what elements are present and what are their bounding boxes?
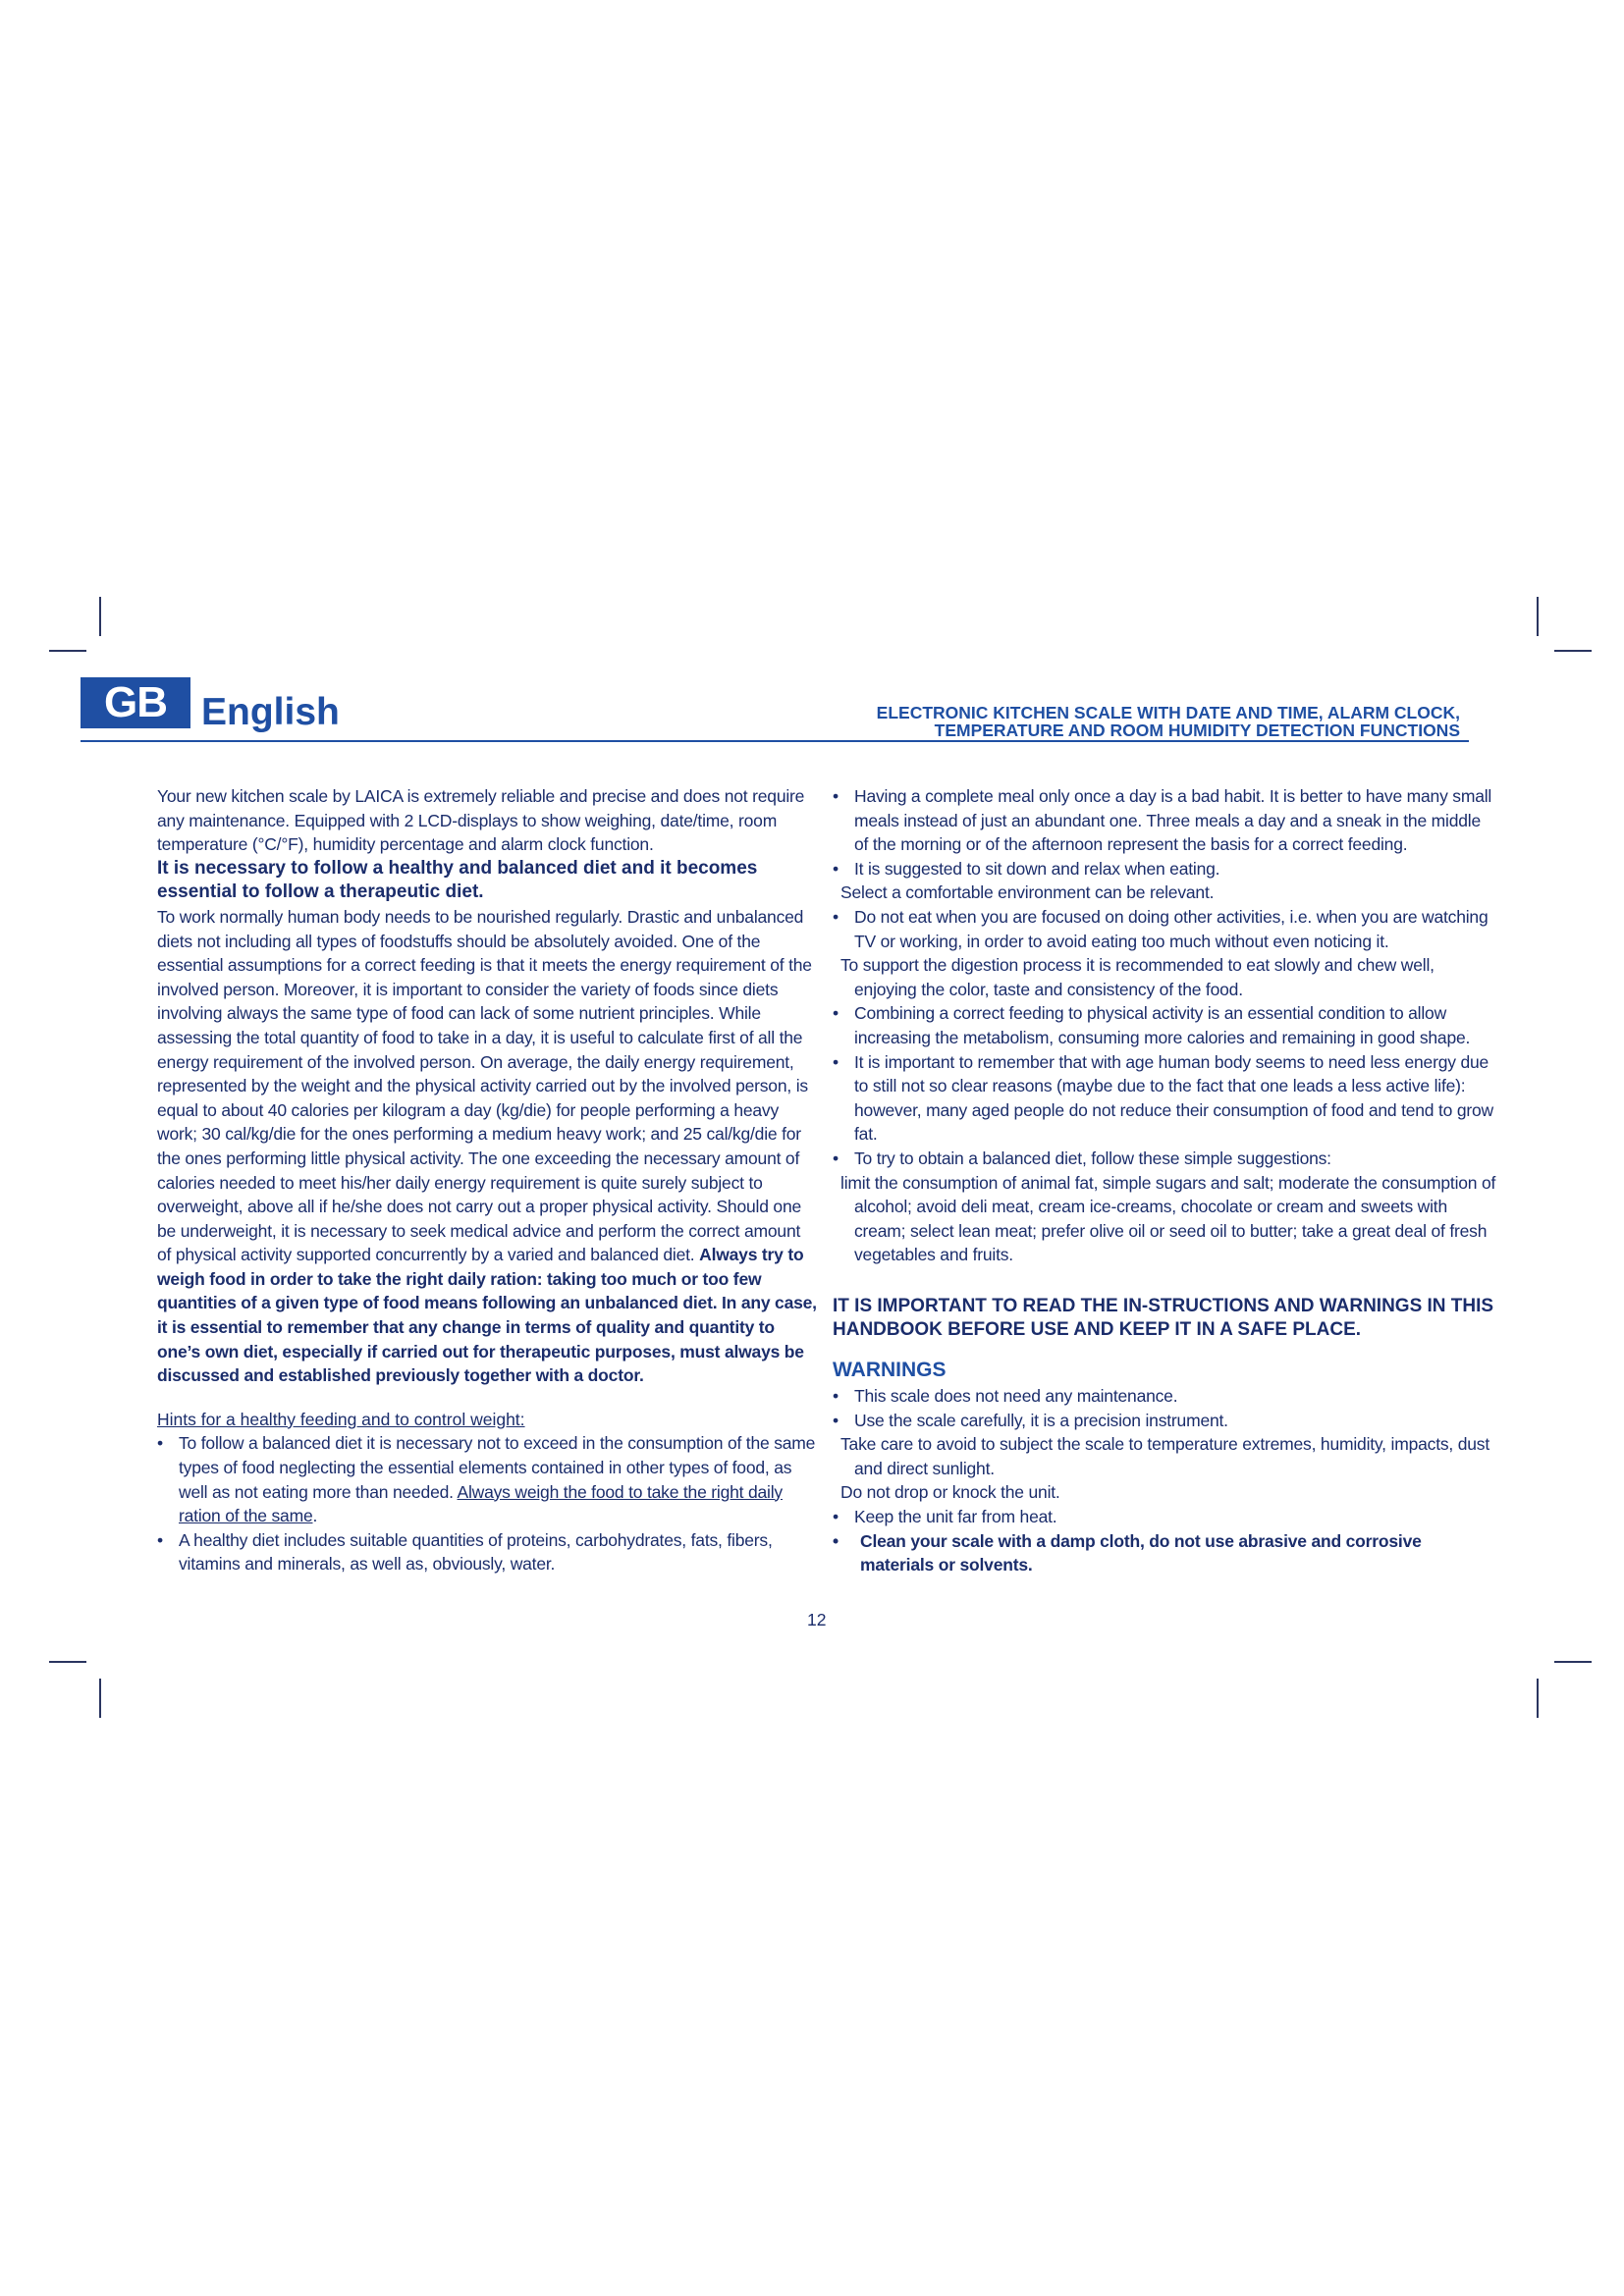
list-item	[833, 1529, 1498, 1577]
bullet-icon: •	[157, 1433, 163, 1454]
tip-text: Having a complete meal only once a day is a bad habit. It is better to have many small meals instead of just an abundant one. Three meals a day and a sneak in the middle of the morning or of the afternoon represent the basis for a correct feeding.	[854, 786, 1492, 855]
crop-mark	[1537, 597, 1539, 636]
crop-mark	[49, 650, 86, 652]
language-badge: GB	[81, 677, 190, 728]
page-number: 12	[807, 1610, 827, 1629]
tip-text: It is important to remember that with age human body seems to need less energy due to still not so clear reasons (maybe due to the fact that one leads a less active life): however, many aged people do not reduce their consumption of food and tend to grow fat.	[854, 1051, 1493, 1145]
bullet-icon: •	[833, 1051, 839, 1072]
list-item	[157, 1431, 817, 1527]
tip-continuation-text: To support the digestion process it is recommended to eat slowly and chew well, enjoying the color, taste and consistency of the food.	[840, 955, 1435, 999]
warnings-heading: WARNINGS	[833, 1359, 947, 1382]
right-column	[833, 784, 1498, 1577]
page-title-line1: ELECTRONIC KITCHEN SCALE WITH DATE AND TIME, ALARM CLOCK,	[876, 703, 1460, 722]
list-item	[833, 784, 1498, 857]
page-title	[733, 704, 1460, 739]
list-item	[833, 1050, 1498, 1147]
crop-mark	[99, 597, 101, 636]
list-item	[833, 1384, 1498, 1409]
hint1-end: .	[312, 1506, 318, 1526]
bullet-icon: •	[833, 786, 839, 806]
body-bold-text: Always try to weigh food in order to take the right daily ration: taking too much or too few quantities of a given type of food means following an unbalanced diet. In any case, it is essential to remember that any change in terms of quality and quantity to one’s own diet, especially if carried out for therapeutic purposes, must always be discussed and established previously together with a doctor.	[157, 1245, 817, 1386]
crop-mark	[1554, 650, 1592, 652]
list-item	[833, 905, 1498, 953]
hints-title: Hints for a healthy feeding and to control weight:	[157, 1409, 525, 1429]
bullet-icon: •	[833, 1148, 839, 1168]
tip-continuation	[833, 1171, 1498, 1267]
language-label: English	[201, 691, 340, 733]
bullet-icon: •	[833, 1410, 839, 1430]
warning-text-bold: Clean your scale with a damp cloth, do not use abrasive and corrosive materials or solvents.	[860, 1530, 1422, 1575]
hint1-text: To follow a balanced diet it is necessary not to exceed in the consumption of the same types of food neglecting the essential elements contained in other types of food, as well as not eating more than needed.	[179, 1433, 816, 1502]
list-item	[157, 1528, 817, 1576]
list-item	[833, 1001, 1498, 1049]
bullet-icon: •	[833, 906, 839, 927]
important-notice: IT IS IMPORTANT TO READ THE IN-STRUCTIONS AND WARNINGS IN THIS HANDBOOK BEFORE USE AND KEEP IT IN A SAFE PLACE.	[833, 1295, 1494, 1341]
body-text: To work normally human body needs to be nourished regularly. Drastic and unbalanced diets not including all types of foodstuffs should be absolutely avoided. One of the essential assumptions for a correct feeding is that it meets the energy requirement of the involved person. Moreover, it is important to consider the variety of foods since diets involving always the same type of food can lack of some nutrient principles. While assessing the total quantity of food to take in a day, it is useful to calculate first of all the energy requirement of the involved person. On average, the daily energy requirement, represented by the weight and the physical activity carried out by the involved person, is equal to about 40 calories per kilogram a day (kg/die) for people performing a heavy work; 30 cal/kg/die for the ones performing a medium heavy work; and 25 cal/kg/die for the ones performing little physical activity. The one exceeding the necessary amount of calories needed to meet his/her daily energy requirement is quite surely subject to overweight, above all if he/she does not carry out a proper physical activity. Should one be underweight, it is necessary to seek medical advice and perform the correct amount of physical activity supported concurrently by a varied and balanced diet.	[157, 906, 812, 1265]
bullet-icon: •	[157, 1529, 163, 1550]
tip-continuation-text: limit the consumption of animal fat, simple sugars and salt; moderate the consumption of alcohol; avoid deli meat, cream ice-creams, chocolate or cream and sweets with cream; select lean meat; prefer olive oil or seed oil to butter; take a great deal of fresh vegetables and fruits.	[840, 1172, 1496, 1265]
warning-continuation: Do not drop or knock the unit.	[840, 1482, 1060, 1503]
list-item	[833, 1409, 1498, 1433]
tip-text: Combining a correct feeding to physical activity is an essential condition to allow increasing the metabolism, consuming more calories and remaining in good shape.	[854, 1003, 1471, 1047]
bullet-icon: •	[833, 1530, 839, 1551]
header-divider	[81, 740, 1469, 742]
warning-text: This scale does not need any maintenance.	[854, 1386, 1178, 1407]
bullet-icon: •	[833, 1003, 839, 1024]
hint2-text: A healthy diet includes suitable quantities of proteins, carbohydrates, fats, fibers, vitamins and minerals, as well as, obviously, water.	[179, 1529, 773, 1575]
crop-mark	[1554, 1661, 1592, 1663]
tip-text: It is suggested to sit down and relax when eating.	[854, 858, 1220, 879]
tip-text: To try to obtain a balanced diet, follow these simple suggestions:	[854, 1148, 1331, 1168]
body-paragraph	[157, 905, 817, 1388]
list-item	[833, 1147, 1498, 1171]
hint1-underlined: Always weigh the food to take the right daily ration of the same	[179, 1481, 783, 1526]
crop-mark	[49, 1661, 86, 1663]
warning-continuation-text: Take care to avoid to subject the scale to temperature extremes, humidity, impacts, dust and direct sunlight.	[840, 1434, 1490, 1478]
tip-text: Do not eat when you are focused on doing other activities, i.e. when you are watching TV or working, in order to avoid eating too much without even noticing it.	[854, 906, 1489, 951]
tip-continuation: Select a comfortable environment can be relevant.	[840, 882, 1215, 903]
crop-mark	[99, 1679, 101, 1718]
intro-paragraph: Your new kitchen scale by LAICA is extremely reliable and precise and does not require any maintenance. Equipped with 2 LCD-displays to show weighing, date/time, room temperature (°C/°F), humidity percentage and alarm clock function.	[157, 786, 805, 855]
diet-heading: It is necessary to follow a healthy and balanced diet and it becomes essential to follow a therapeutic diet.	[157, 857, 758, 903]
crop-mark	[1537, 1679, 1539, 1718]
warning-text: Keep the unit far from heat.	[854, 1507, 1057, 1527]
bullet-icon: •	[833, 1507, 839, 1527]
left-column	[157, 784, 817, 1576]
bullet-icon: •	[833, 1386, 839, 1407]
tip-continuation	[833, 953, 1498, 1001]
list-item	[833, 1505, 1498, 1529]
list-item	[833, 857, 1498, 881]
warning-text: Use the scale carefully, it is a precision instrument.	[854, 1410, 1228, 1430]
page-title-line2: TEMPERATURE AND ROOM HUMIDITY DETECTION FUNCTIONS	[934, 721, 1460, 740]
warning-continuation	[833, 1432, 1498, 1480]
bullet-icon: •	[833, 858, 839, 879]
